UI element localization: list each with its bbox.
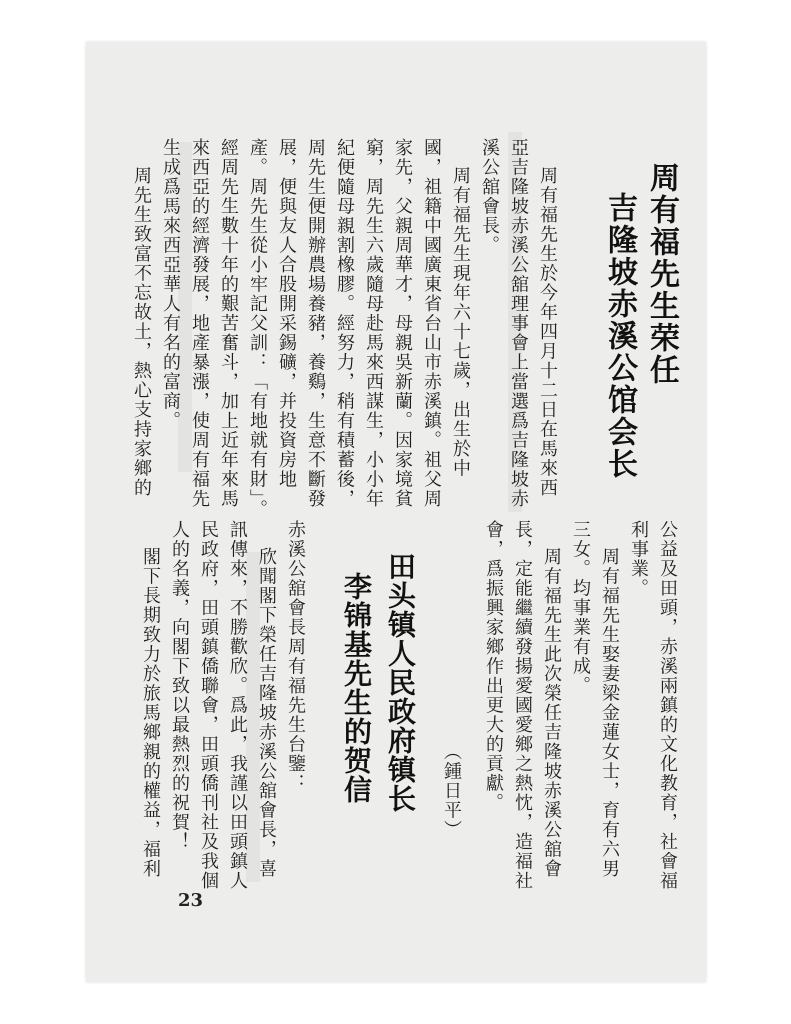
- article2-title-line1: 田头镇人民政府镇长: [384, 552, 417, 813]
- article1-line: 窮，周先生六歲隨母赴馬來西謀生，小小年: [363, 138, 384, 509]
- article1-continued-line: 利事業。: [628, 520, 649, 598]
- article1-line: 家先，父親周華才，母親吳新蘭。因家境貧: [392, 138, 413, 509]
- article1-line: 產。周先生從小牢記父訓：「有地就有財」。: [247, 138, 268, 519]
- article1-title-line1: 周有福先生荣任: [644, 162, 679, 386]
- article2-line: 欣聞閣下榮任吉隆坡赤溪公舘會長，喜: [256, 547, 277, 879]
- article1-line: 亞吉隆坡赤溪公舘理事會上當選爲吉隆坡赤: [508, 138, 529, 509]
- article1-author: （鍾日平）: [441, 742, 462, 840]
- article1-line: 來西亞的經濟發展，地產暴漲，使周有福先: [189, 138, 210, 509]
- article2-line: 閣下長期致力於旅馬鄉親的權益，福利: [140, 547, 161, 879]
- article1-line: 周有福先生現年六十七歲，出生於中: [450, 166, 471, 478]
- article2-line: 赤溪公舘會長周有福先生台鑒：: [285, 520, 306, 793]
- article1-continued-line: 公益及田頭，赤溪兩鎮的文化教育，社會福: [657, 520, 678, 891]
- article1-line: 周先生致富不忘故土，熱心支持家鄉的: [131, 166, 152, 498]
- article1-line: 周有福先生於今年四月十二日在馬來西: [537, 166, 558, 498]
- article1-continued-line: 長，定能繼續發揚愛國愛鄉之熱忱，造福社: [512, 520, 533, 891]
- page-number: 23: [178, 890, 204, 911]
- article1-continued-line: 三女。均事業有成。: [570, 520, 591, 696]
- article1-continued-line: 會，爲振興家鄉作出更大的貢獻。: [483, 520, 504, 813]
- book-page: [86, 42, 706, 982]
- article2-line: 訊傳來，不勝歡欣。爲此，我謹以田頭鎮人: [227, 520, 248, 891]
- article1-title-line2: 吉隆坡赤溪公馆会长: [602, 192, 637, 480]
- article1-line: 周先生便開辦農場養豬，養鷄，生意不斷發: [305, 138, 326, 509]
- article1-line: 溪公舘會長。: [479, 138, 500, 255]
- article1-continued-line: 周有福先生娶妻梁金蓮女士，育有六男: [599, 547, 620, 879]
- article1-line: 生成爲馬來西亞華人有名的富商。: [160, 138, 181, 431]
- article1-line: 展，便與友人合股開采錫礦，并投資房地: [276, 138, 297, 489]
- article1-line: 經周先生數十年的艱苦奮斗，加上近年來馬: [218, 138, 239, 509]
- article2-line: 民政府，田頭鎮僑聯會，田頭僑刊社及我個: [198, 520, 219, 891]
- article1-continued-line: 周有福先生此次榮任吉隆坡赤溪公舘會: [541, 547, 562, 879]
- article2-line: 人的名義，向閣下致以最熱烈的祝賀！: [169, 520, 190, 852]
- article1-line: 紀便隨母親割橡膠。經努力，稍有積蓄後，: [334, 138, 355, 509]
- article2-title-line2: 李锦基先生的贺信: [340, 572, 373, 804]
- article1-line: 國，祖籍中國廣東省台山市赤溪鎮。祖父周: [421, 138, 442, 509]
